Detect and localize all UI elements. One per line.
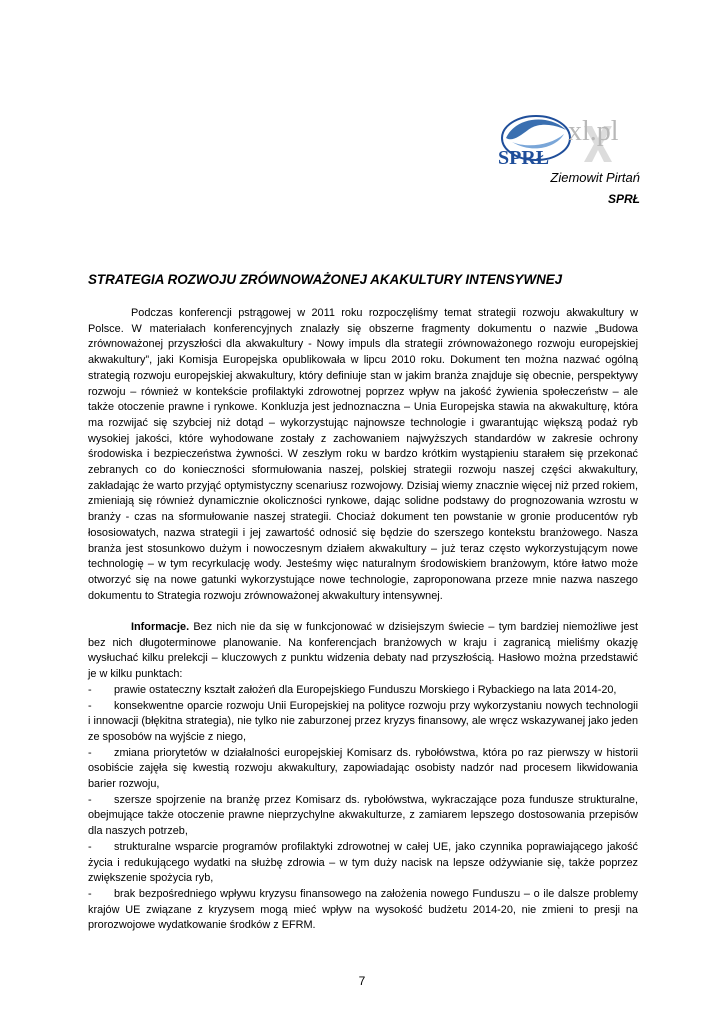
author-name: Ziemowit Pirtań: [550, 170, 640, 185]
list-item: [88, 887, 638, 934]
bullet-marker: -: [88, 746, 92, 759]
bullet-marker: -: [88, 888, 92, 900]
logo-watermark: xl.pl: [568, 116, 619, 147]
article-body: [88, 306, 638, 934]
list-item-text: prawie ostateczny kształt założeń dla Europejskiego Funduszu Morskiego i Rybackiego na lata 2014-20,: [114, 683, 617, 696]
article-title: STRATEGIA ROZWOJU ZRÓWNOWAŻONEJ AKAKULTURY INTENSYWNEJ: [88, 272, 563, 287]
list-item-text: szersze spojrzenie na branżę przez Komisarz ds. rybołówstwa, wykraczające poza fundusze strukturalne, obejmujące także otoczenie prawne nieprzychylne akwakulturze, z zamiarem lepszego dostosowania przepisów dla naszych potrzeb,: [88, 793, 638, 838]
list-item: [88, 793, 638, 840]
paragraph-information: [88, 620, 638, 683]
list-item: [88, 699, 638, 746]
page-number: 7: [358, 974, 366, 988]
list-item-text: zmiana priorytetów w działalności europejskiej Komisarz ds. rybołówstwa, która po raz pierwszy w historii osobiście zajęła się kwestią rozwoju akwakultury, zapowiadając osobisty nadzór nad procesem likwidowania barier rozwoju,: [88, 746, 638, 791]
paragraph-lead: Informacje.: [131, 621, 190, 634]
list-item: [88, 840, 638, 887]
paragraph-information-text: Bez nich nie da się w funkcjonować w dzisiejszym świecie – tym bardziej niemożliwe jest bez nich długoterminowe planowanie. Na konferencjach branżowych w kraju i zagranicą mieliśmy okazję wysłuchać kilku prelekcji – kluczowych z punktu widzenia debaty nad przyszłością. Hasłowo można przedstawić je w kilku punktach:: [88, 621, 638, 681]
bullet-marker: -: [88, 683, 92, 696]
author-organization: SPRŁ: [607, 192, 640, 206]
bullet-marker: -: [88, 840, 92, 853]
paragraph-intro: Podczas konferencji pstrągowej w 2011 roku rozpoczęliśmy temat strategii rozwoju akwakultury w Polsce. W materiałach konferencyjnych znalazły się obszerne fragmenty dokumentu o nazwie „Budowa zrównoważonej przyszłości dla akwakultury - Nowy impuls dla strategii zrównoważonego rozwoju europejskiej akwakultury”, jaki Komisja Europejska opublikowała w lipcu 2010 roku. Dokument ten można nazwać ogólną strategią rozwoju europejskiej akwakultury, który definiuje stan w jakim branża znajduje się obecnie, perspektywy rozwoju – również w kontekście profilaktyki zdrowotnej poprzez wpływ na jakość żywienia społeczeństw – ale także otoczenie prawne i rynkowe. Konkluzja jest jednoznaczna – Unia Europejska stawia na akwakulturę, która ma rozwijać się szybciej niż dotąd – wykorzystując najnowsze technologie i gwarantując większą podaż ryb wysokiej jakości, które wyhodowane zostały z zachowaniem najwyższych standardów w zakresie ochrony środowiska i bezpieczeństwa żywności. W zeszłym roku w bardzo krótkim wystąpieniu starałem się przekonać zebranych co do konieczności sformułowania naszej, polskiej strategii rozwoju naszej części akwakultury, zakładając że warto przyjąć optymistyczny scenariusz rozwojowy. Dzisiaj wiemy znacznie więcej niż przed rokiem, zmieniają się również dynamicznie okoliczności rynkowe, dając solidne podstawy do prognozowania wzrostu w branży - czas na sformułowanie naszej strategii. Chociaż dokument ten powstanie w gronie producentów ryb łososiowatych, nazwa strategii i jej zawartość odnosić się będzie do szerszego kontekstu branżowego. Nasza branża jest stosunkowo dużym i nowoczesnym działem akwakultury – już teraz często wykorzystującym nowe technologię – w tym recyrkulację wody. Jesteśmy więc naturalnym środowiskiem branżowym, które łatwo może otworzyć się na nowe gatunki wykorzystujące nowe technologie, zaproponowana przeze mnie nazwa naszego dokumentu to Strategia rozwoju zrównoważonej akwakultury intensywnej.: [88, 307, 638, 602]
bullet-marker: -: [88, 699, 92, 712]
list-item: [88, 746, 638, 793]
bullet-marker: -: [88, 793, 92, 806]
list-item-text: strukturalne wsparcie programów profilaktyki zdrowotnej w całej UE, jako czynnika poprawiającego jakość życia i redukującego wydatki na służbę zdrowia – w tym duży nacisk na lepsze odżywianie się, także poprzez zwiększenie spożycia ryb,: [88, 840, 638, 885]
list-item-text: brak bezpośredniego wpływu kryzysu finansowego na założenia nowego Funduszu – o ile dalsze problemy krajów UE związane z kryzysem mogą mieć wpływ na wysokość budżetu 2014-20, nie zmieni to presji na prorozwojowe wydatkowanie środków z EFRM.: [88, 888, 638, 932]
bullet-list: [88, 683, 638, 934]
logo-text: SPRŁ: [498, 147, 550, 169]
list-item-text: konsekwentne oparcie rozwoju Unii Europejskiej na polityce rozwoju przy wykorzystaniu nowych technologii i innowacji (błękitna strategia), nie tylko nie zaburzonej przez kryzys finansowy, ale wręcz wskazywanej jako jeden ze sposobów na wyjście z niego,: [88, 699, 638, 743]
list-item: [88, 683, 638, 699]
